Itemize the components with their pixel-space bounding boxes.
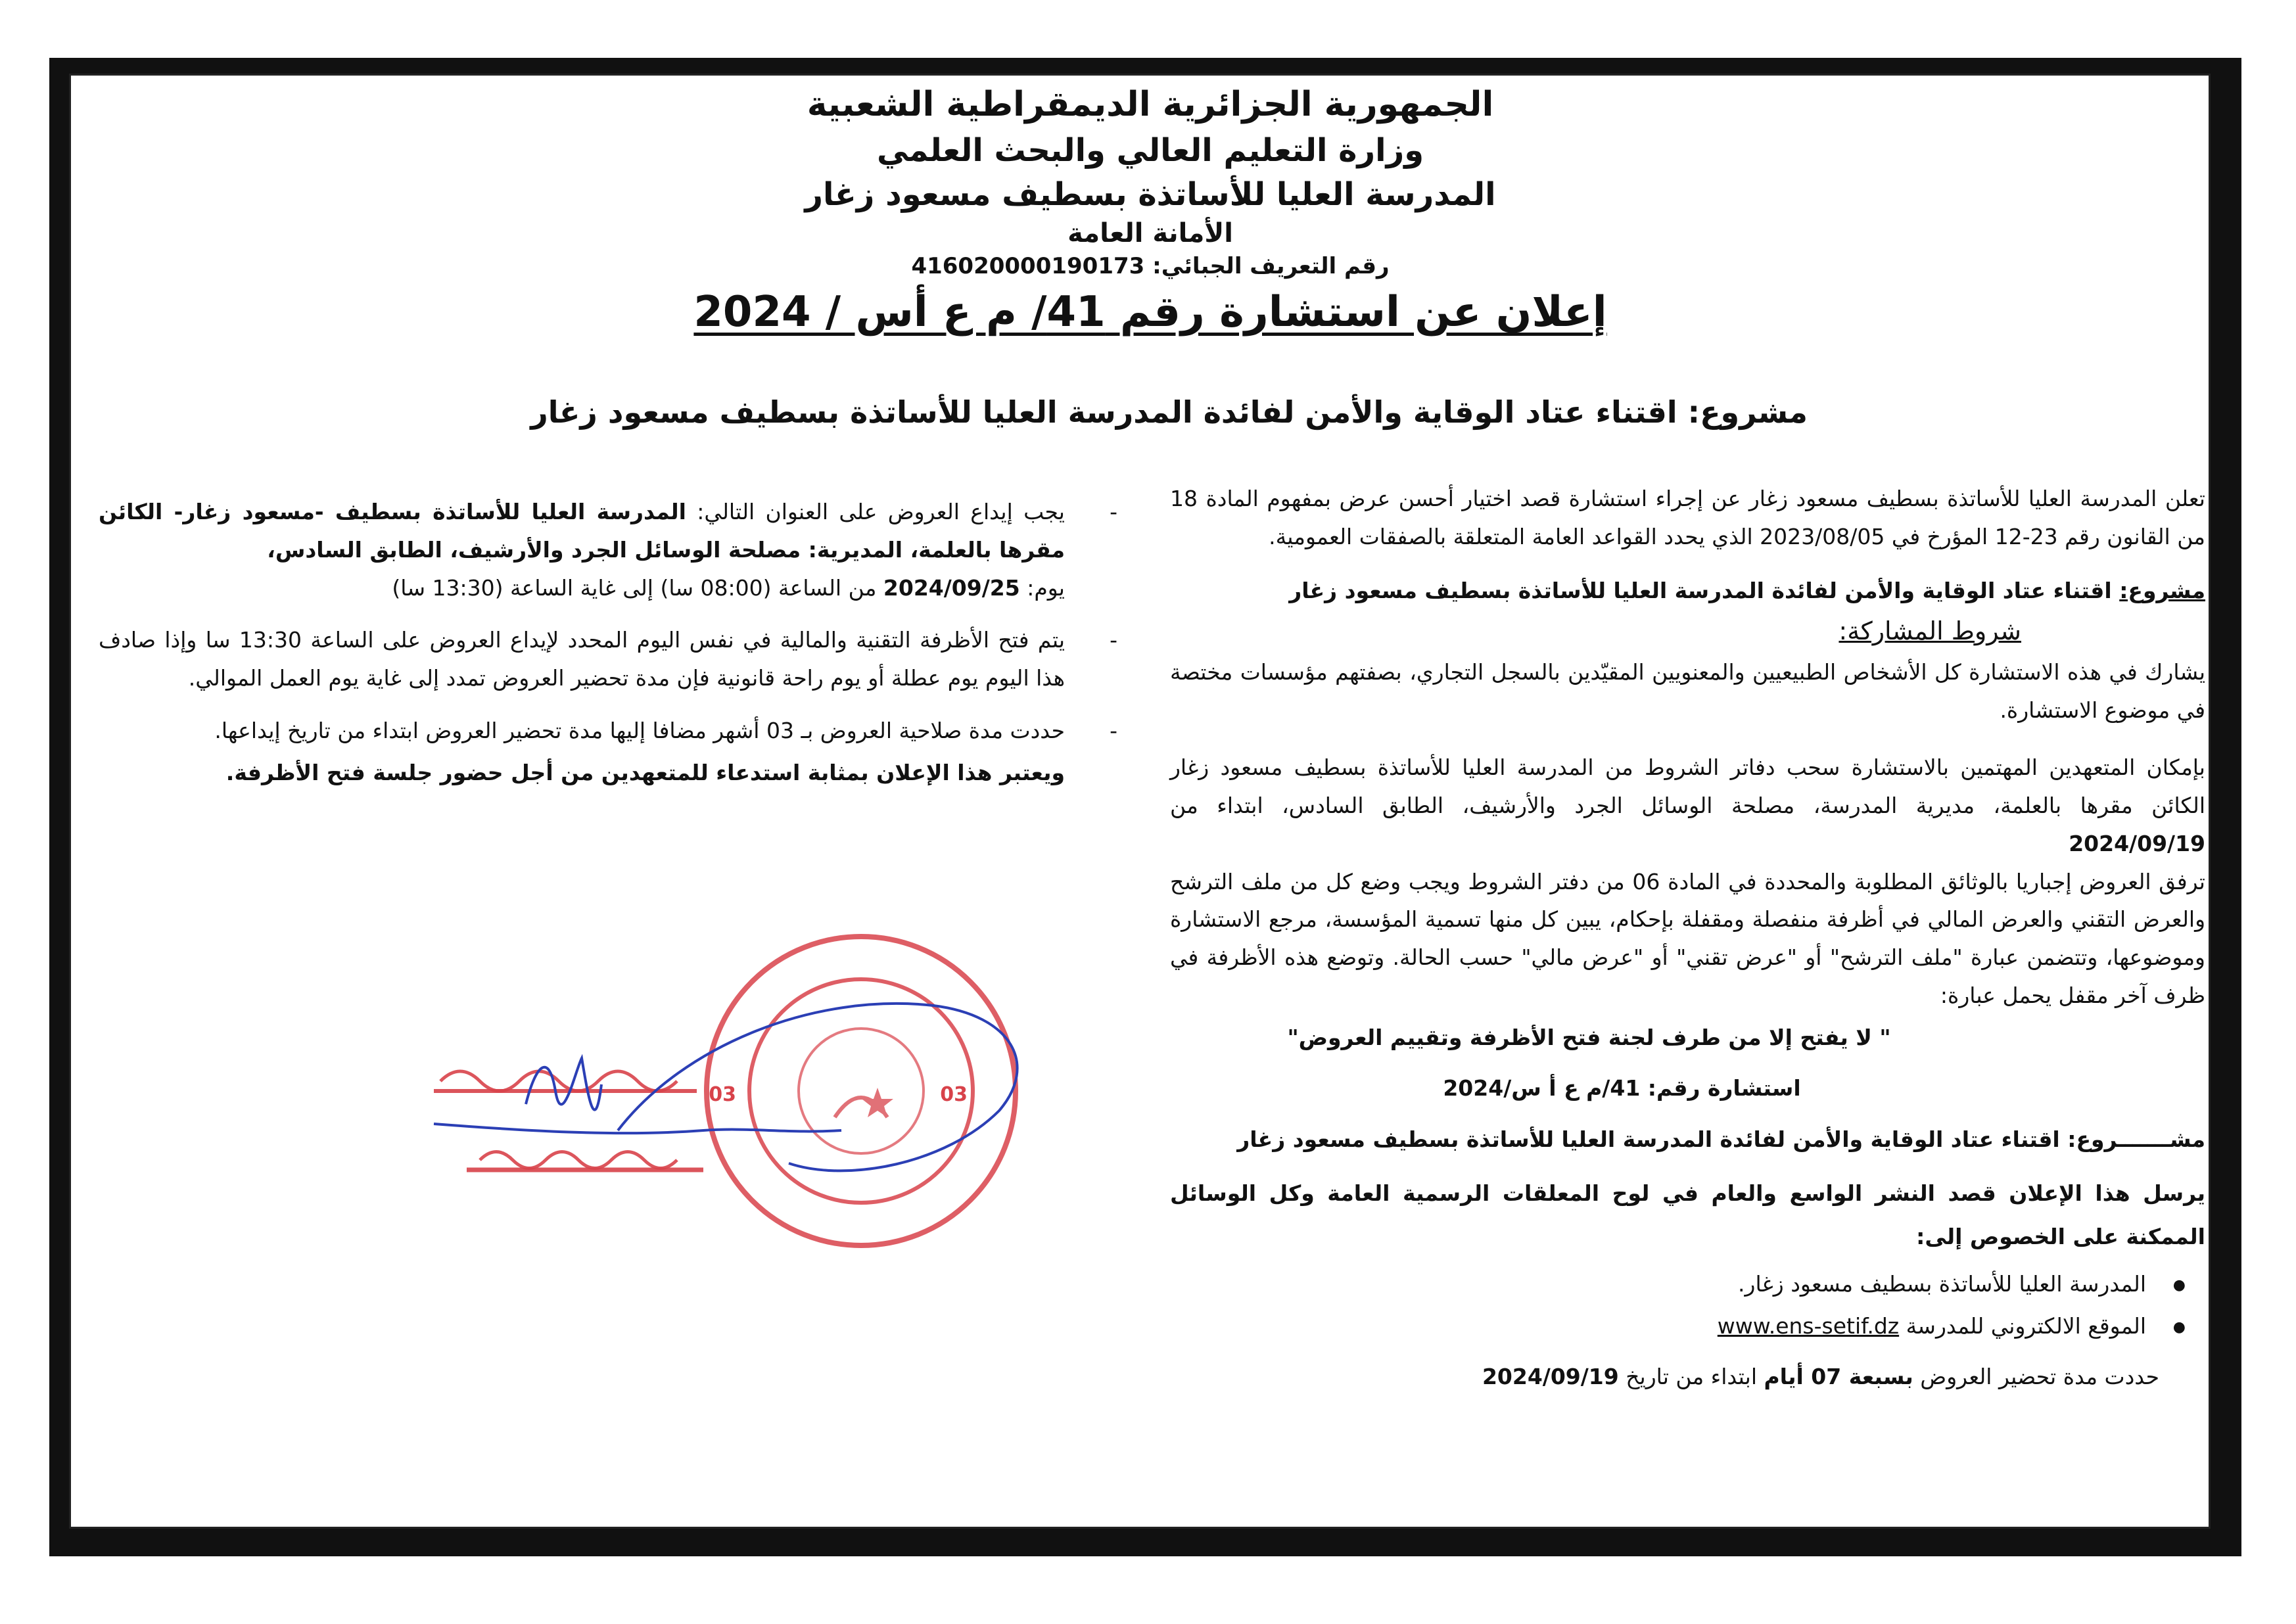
summons-text: ويعتبر هذا الإعلان بمثابة استدعاء للمتعهدين من أجل حضور جلسة فتح الأظرفة.	[225, 759, 1065, 785]
conditions-heading-row	[1170, 609, 2205, 653]
conditions-heading: شروط المشاركة:	[1839, 616, 2021, 646]
project-repeat	[1170, 1121, 2205, 1159]
website-label: الموقع الالكتروني للمدرسة	[1906, 1312, 2146, 1339]
left-column	[99, 493, 1124, 807]
publish-targets-list	[1170, 1265, 2205, 1345]
project-heading: مشروع: اقتناء عتاد الوقاية والأمن لفائدة المدرسة العليا للأساتذة بسطيف مسعود زغار	[530, 394, 1808, 430]
prep-text-bold: بسبعة 07 أيام	[1764, 1364, 1913, 1390]
project-paragraph	[1170, 572, 2205, 610]
envelope-quote: " لا يفتح إلا من طرف لجنة فتح الأظرفة وتقييم العروض"	[1287, 1024, 1891, 1050]
intro-paragraph: تعلن المدرسة العليا للأساتذة بسطيف مسعود زغار عن إجراء استشارة قصد اختيار أحسن عرض بمفهوم المادة 18 من القانون رقم 23-12 المؤرخ في 2023/08/05 الذي يحدد القواعد العامة المتعلقة بالصفقات العمومية.	[1170, 486, 2205, 549]
school-title: المدرسة العليا للأساتذة بسطيف مسعود زغار	[805, 175, 1496, 213]
announcement-title: إعلان عن استشارة رقم 41/ م ع أس / 2024	[693, 288, 1607, 337]
opening-item: - يتم فتح الأظرفة التقنية والمالية في نفس اليوم المحدد لإيداع العروض على الساعة 13:30 سا وإذا صادف هذا اليوم يوم عطلة أو يوم راحة قانونية فإن مدة تحضير العروض تمدد إلى غاية يوم العمل الموالي.	[99, 621, 1124, 697]
consult-reference: استشارة رقم: 41/م ع أ س/2024	[1443, 1075, 1801, 1102]
tax-id-label: رقم التعريف الجبائي:	[1152, 253, 1390, 280]
deposit-text: يجب إيداع العروض على العنوان التالي:	[697, 499, 1065, 524]
withdraw-date: 2024/09/19	[2069, 830, 2205, 856]
handwritten-signature	[421, 966, 1052, 1190]
project-text: اقتناء عتاد الوقاية والأمن لفائدة المدرسة العليا للأساتذة بسطيف مسعود زغار	[1289, 577, 2112, 603]
tax-id-line	[329, 254, 1972, 279]
list-item: ● المدرسة العليا للأساتذة بسطيف مسعود زغار.	[1170, 1265, 2146, 1303]
prep-text-1: حددت مدة تحضير العروض	[1920, 1364, 2159, 1390]
deposit-item	[99, 493, 1124, 607]
stamp-number-right: 03	[940, 1083, 968, 1106]
website-link[interactable]: www.ens-setif.dz	[1717, 1312, 1900, 1339]
right-column	[1170, 480, 2205, 1412]
deposit-date: 2024/09/25	[883, 574, 1020, 601]
offers-paragraph: ترفق العروض إجباريا بالوثائق المطلوبة والمحددة في المادة 06 من دفتر الشروط ويجب وضع كل من ملف الترشح والعرض التقني والعرض المالي في أظرفة منفصلة ومقفلة بإحكام، يبين كل منها تسمية المؤسسة، مرجع الاستشارة وموضوعها، وتتضمن عبارة "ملف الترشح" أو "عرض تقني" أو "عرض مالي" حسب الحالة. وتوضع هذه الأظرفة في ظرف آخر مقفل يحمل عبارة:	[1170, 868, 2205, 1008]
list-item	[1170, 1307, 2146, 1345]
conditions-paragraph: يشارك في هذه الاستشارة كل الأشخاص الطبيعيين والمعنويين المقيّدين بالسجل التجاري، بصفتهم مؤسسات مختصة في موضوع الاستشارة.	[1170, 659, 2205, 723]
deposit-time: من الساعة (08:00 سا) إلى غاية الساعة (13:30 سا)	[392, 574, 877, 601]
withdraw-text: بإمكان المتعهدين المهتمين بالاستشارة سحب دفاتر الشروط من المدرسة العليا للأساتذة بسطيف مسعود زغار الكائن مقرها بالعلمة، مديرية المدرسة، مصلحة الوسائل الجرد والأرشيف، الطابق السادس، ابتداء من	[1170, 754, 2205, 818]
deposit-day-label: يوم:	[1027, 574, 1065, 601]
prep-duration-paragraph	[1170, 1358, 2205, 1396]
project-label: مشروع:	[2119, 577, 2205, 603]
validity-item: - حددت مدة صلاحية العروض بـ 03 أشهر مضافا إليها مدة تحضير العروض ابتداء من تاريخ إيداعها.	[99, 712, 1124, 750]
publish-paragraph: يرسل هذا الإعلان قصد النشر الواسع والعام في لوح المعلقات الرسمية العامة وكل الوسائل الممكنة على الخصوص إلى:	[1170, 1180, 2205, 1249]
stamp-number-left: 03	[709, 1083, 736, 1106]
project-repeat-text: اقتناء عتاد الوقاية والأمن لفائدة المدرسة العليا للأساتذة بسطيف مسعود زغار	[1237, 1126, 2060, 1152]
project-repeat-label: مشـــــــروع:	[2067, 1126, 2205, 1152]
document-header	[329, 85, 1972, 354]
prep-date: 2024/09/19	[1482, 1364, 1619, 1390]
secretariat-title: الأمانة العامة	[1067, 218, 1233, 249]
deposit-address: المدرسة العليا للأساتذة بسطيف -مسعود زغار- الكائن مقرها بالعلمة، المديرية: مصلحة الوسائل الجرد والأرشيف، الطابق السادس،	[99, 499, 1065, 563]
ministry-title: وزارة التعليم العالي والبحث العلمي	[876, 131, 1424, 169]
tax-id-value: 416020000190173	[911, 253, 1145, 280]
republic-title: الجمهورية الجزائرية الديمقراطية الشعبية	[807, 85, 1494, 124]
prep-text-2: ابتداء من تاريخ	[1626, 1364, 1757, 1390]
withdraw-paragraph	[1170, 749, 2205, 862]
